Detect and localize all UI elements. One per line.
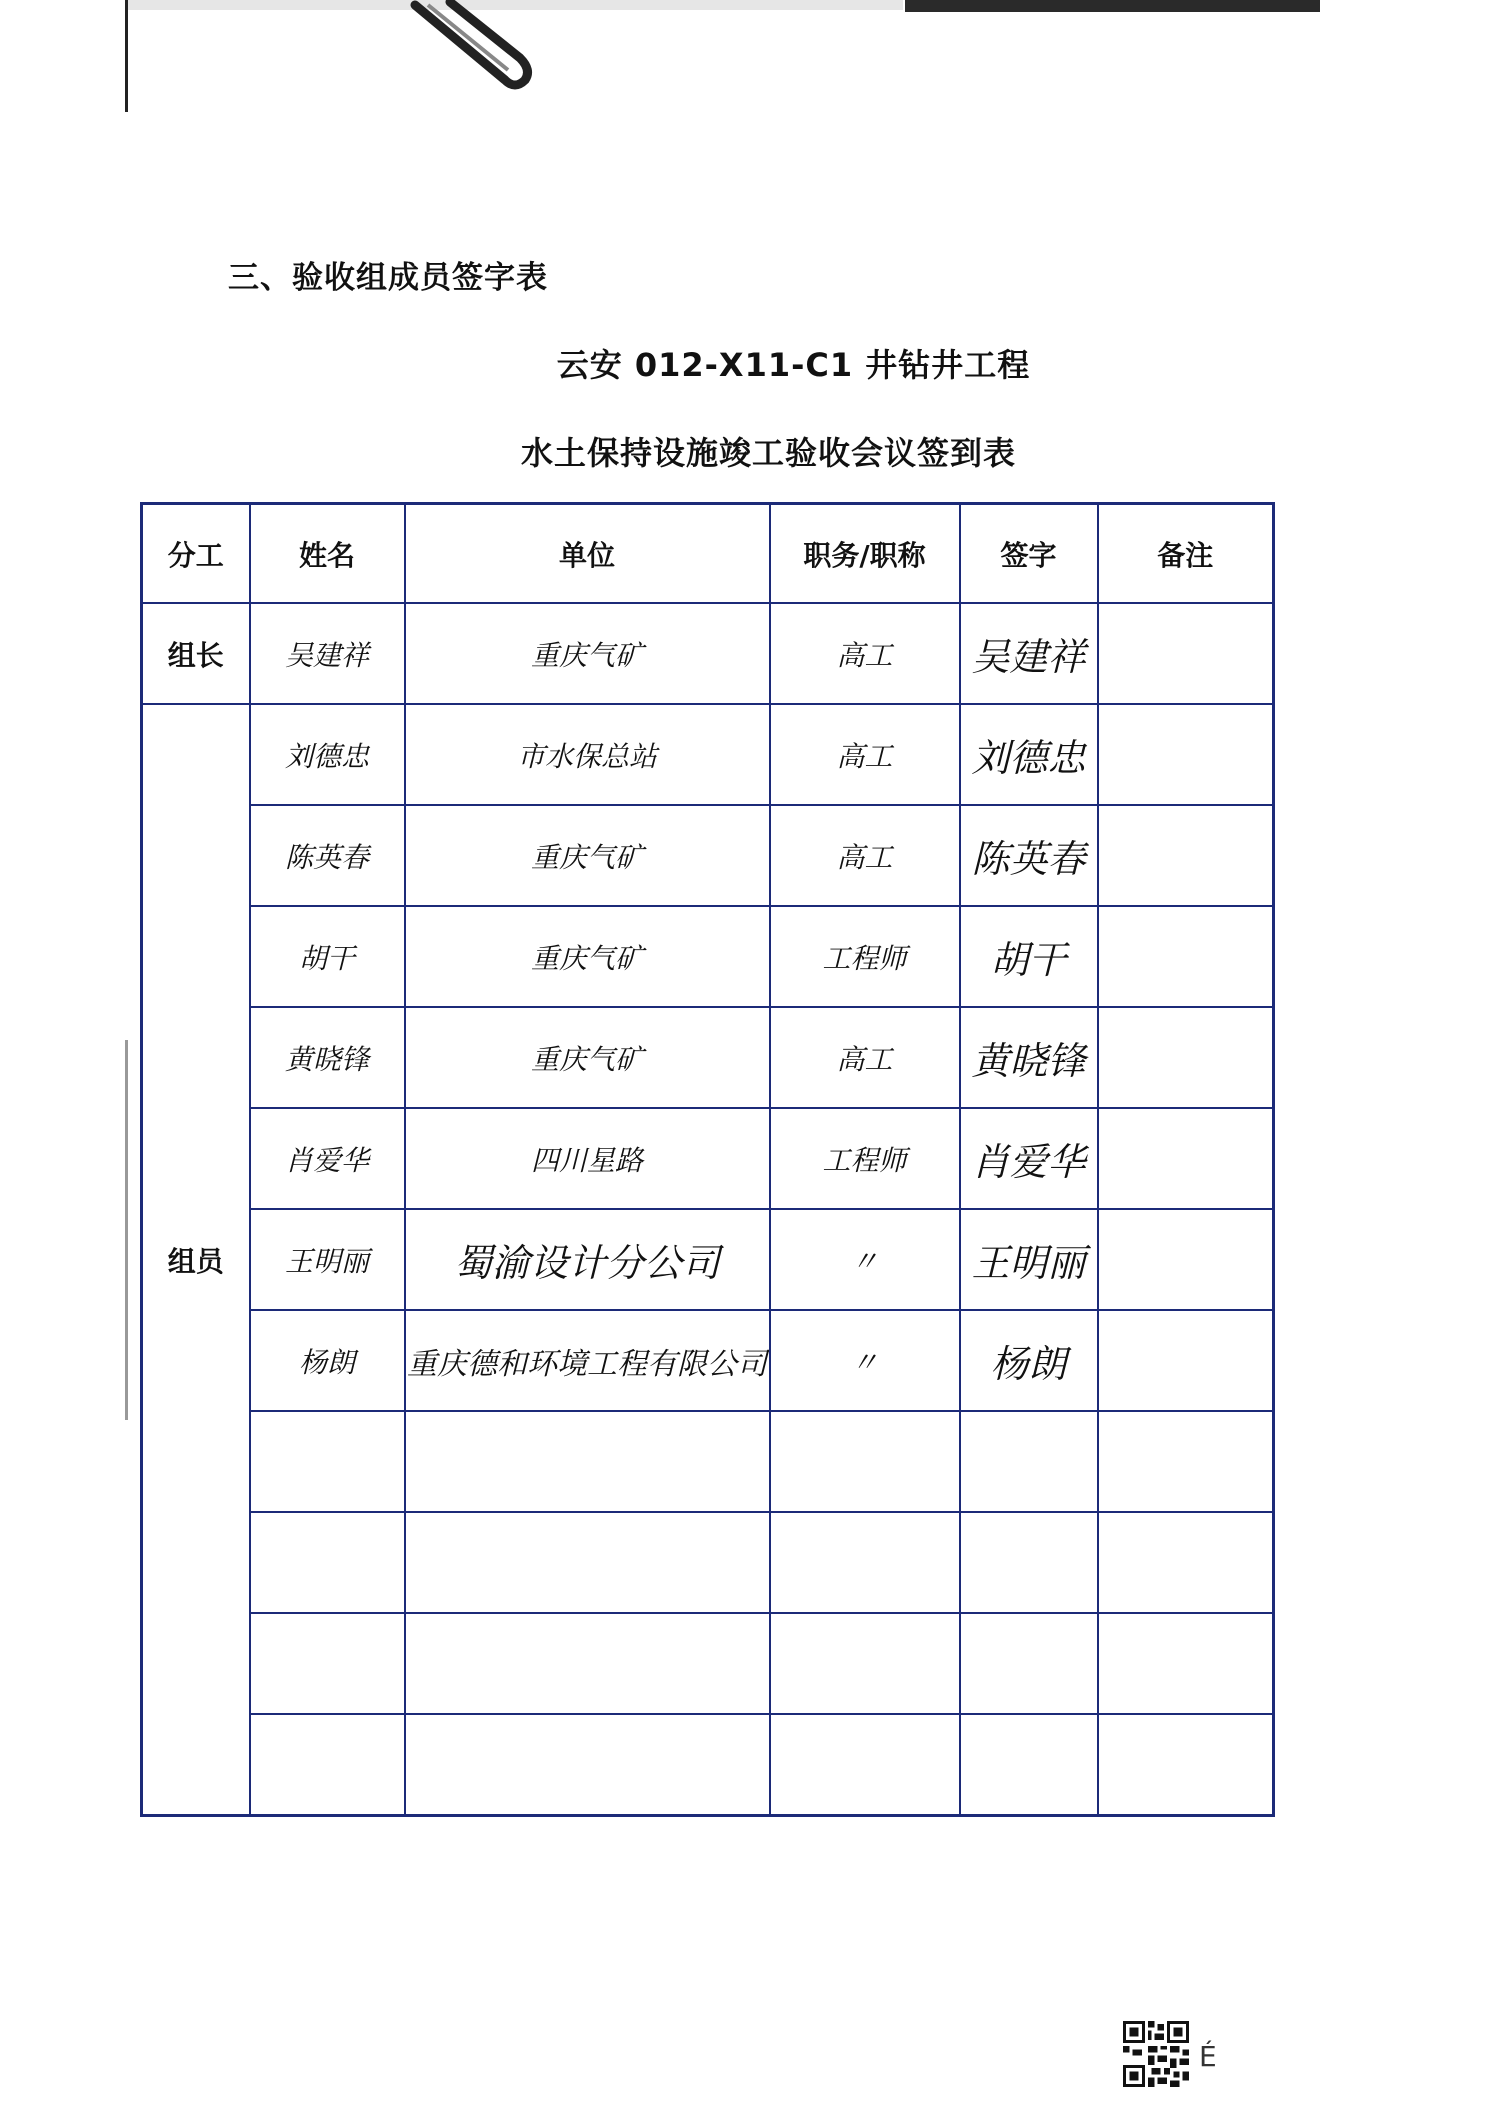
blank-cell bbox=[770, 1613, 960, 1714]
table-row bbox=[142, 603, 1274, 704]
table-row bbox=[142, 1209, 1274, 1310]
blank-cell bbox=[960, 1411, 1098, 1512]
table-row bbox=[142, 704, 1274, 805]
table-row bbox=[142, 1108, 1274, 1209]
name-cell: 吴建祥 bbox=[250, 603, 405, 704]
role-cell-leader: 组长 bbox=[142, 603, 250, 704]
table-row-blank bbox=[142, 1411, 1274, 1512]
table-header-row bbox=[142, 504, 1274, 604]
qr-code-icon bbox=[1123, 2021, 1189, 2087]
table-row bbox=[142, 805, 1274, 906]
title-cell: 高工 bbox=[770, 1007, 960, 1108]
blank-cell bbox=[405, 1512, 770, 1613]
scan-edge-artifact bbox=[125, 0, 128, 112]
unit-cell: 重庆气矿 bbox=[405, 603, 770, 704]
name-cell: 胡干 bbox=[250, 906, 405, 1007]
signature-cell: 杨朗 bbox=[960, 1310, 1098, 1411]
title-cell: 工程师 bbox=[770, 906, 960, 1007]
title-cell: 工程师 bbox=[770, 1108, 960, 1209]
blank-cell bbox=[770, 1512, 960, 1613]
title-cell: 〃 bbox=[770, 1310, 960, 1411]
signature-cell: 吴建祥 bbox=[960, 603, 1098, 704]
signature-cell: 刘德忠 bbox=[960, 704, 1098, 805]
blank-cell bbox=[405, 1613, 770, 1714]
blank-cell bbox=[250, 1613, 405, 1714]
signin-table bbox=[140, 502, 1275, 1817]
blank-cell bbox=[405, 1714, 770, 1816]
unit-cell: 市水保总站 bbox=[405, 704, 770, 805]
blank-cell bbox=[1098, 1613, 1274, 1714]
document-title-line-2: 水土保持设施竣工验收会议签到表 bbox=[520, 434, 1016, 472]
blank-cell bbox=[250, 1714, 405, 1816]
blank-cell bbox=[250, 1512, 405, 1613]
remark-cell bbox=[1098, 1310, 1274, 1411]
name-cell: 黄晓锋 bbox=[250, 1007, 405, 1108]
title-cell: 〃 bbox=[770, 1209, 960, 1310]
header-cell-remark: 备注 bbox=[1098, 504, 1274, 604]
page-mark: É bbox=[1199, 2040, 1217, 2073]
signature-cell: 王明丽 bbox=[960, 1209, 1098, 1310]
signature-cell: 胡干 bbox=[960, 906, 1098, 1007]
name-cell: 杨朗 bbox=[250, 1310, 405, 1411]
name-cell: 刘德忠 bbox=[250, 704, 405, 805]
name-cell: 王明丽 bbox=[250, 1209, 405, 1310]
scan-edge-artifact bbox=[125, 1040, 128, 1420]
table-row-blank bbox=[142, 1714, 1274, 1816]
blank-cell bbox=[770, 1411, 960, 1512]
section-heading: 三、验收组成员签字表 bbox=[228, 260, 548, 296]
role-cell-member: 组员 bbox=[142, 704, 250, 1816]
unit-cell: 四川星路 bbox=[405, 1108, 770, 1209]
remark-cell bbox=[1098, 1108, 1274, 1209]
table-row bbox=[142, 1310, 1274, 1411]
blank-cell bbox=[960, 1512, 1098, 1613]
title-cell: 高工 bbox=[770, 805, 960, 906]
remark-cell bbox=[1098, 603, 1274, 704]
blank-cell bbox=[250, 1411, 405, 1512]
blank-cell bbox=[405, 1411, 770, 1512]
remark-cell bbox=[1098, 704, 1274, 805]
header-cell-role: 分工 bbox=[142, 504, 250, 604]
signature-cell: 肖爱华 bbox=[960, 1108, 1098, 1209]
table-row bbox=[142, 1007, 1274, 1108]
name-cell: 肖爱华 bbox=[250, 1108, 405, 1209]
table-row-blank bbox=[142, 1512, 1274, 1613]
signature-cell: 陈英春 bbox=[960, 805, 1098, 906]
unit-cell: 重庆德和环境工程有限公司 bbox=[405, 1310, 770, 1411]
blank-cell bbox=[1098, 1714, 1274, 1816]
title-cell: 高工 bbox=[770, 704, 960, 805]
blank-cell bbox=[770, 1714, 960, 1816]
header-cell-name: 姓名 bbox=[250, 504, 405, 604]
header-cell-title: 职务/职称 bbox=[770, 504, 960, 604]
binder-clip-icon bbox=[410, 0, 540, 95]
blank-cell bbox=[1098, 1411, 1274, 1512]
table-row-blank bbox=[142, 1613, 1274, 1714]
remark-cell bbox=[1098, 1209, 1274, 1310]
remark-cell bbox=[1098, 906, 1274, 1007]
blank-cell bbox=[960, 1613, 1098, 1714]
name-cell: 陈英春 bbox=[250, 805, 405, 906]
signature-cell: 黄晓锋 bbox=[960, 1007, 1098, 1108]
header-cell-signature: 签字 bbox=[960, 504, 1098, 604]
document-title-line-1: 云安 012-X11-C1 井钻井工程 bbox=[556, 346, 1031, 384]
blank-cell bbox=[960, 1714, 1098, 1816]
blank-cell bbox=[1098, 1512, 1274, 1613]
remark-cell bbox=[1098, 1007, 1274, 1108]
remark-cell bbox=[1098, 805, 1274, 906]
table-row bbox=[142, 906, 1274, 1007]
header-cell-unit: 单位 bbox=[405, 504, 770, 604]
title-cell: 高工 bbox=[770, 603, 960, 704]
unit-cell: 重庆气矿 bbox=[405, 906, 770, 1007]
unit-cell: 重庆气矿 bbox=[405, 1007, 770, 1108]
unit-cell: 重庆气矿 bbox=[405, 805, 770, 906]
unit-cell: 蜀渝设计分公司 bbox=[405, 1209, 770, 1310]
scan-top-shadow bbox=[905, 0, 1320, 12]
